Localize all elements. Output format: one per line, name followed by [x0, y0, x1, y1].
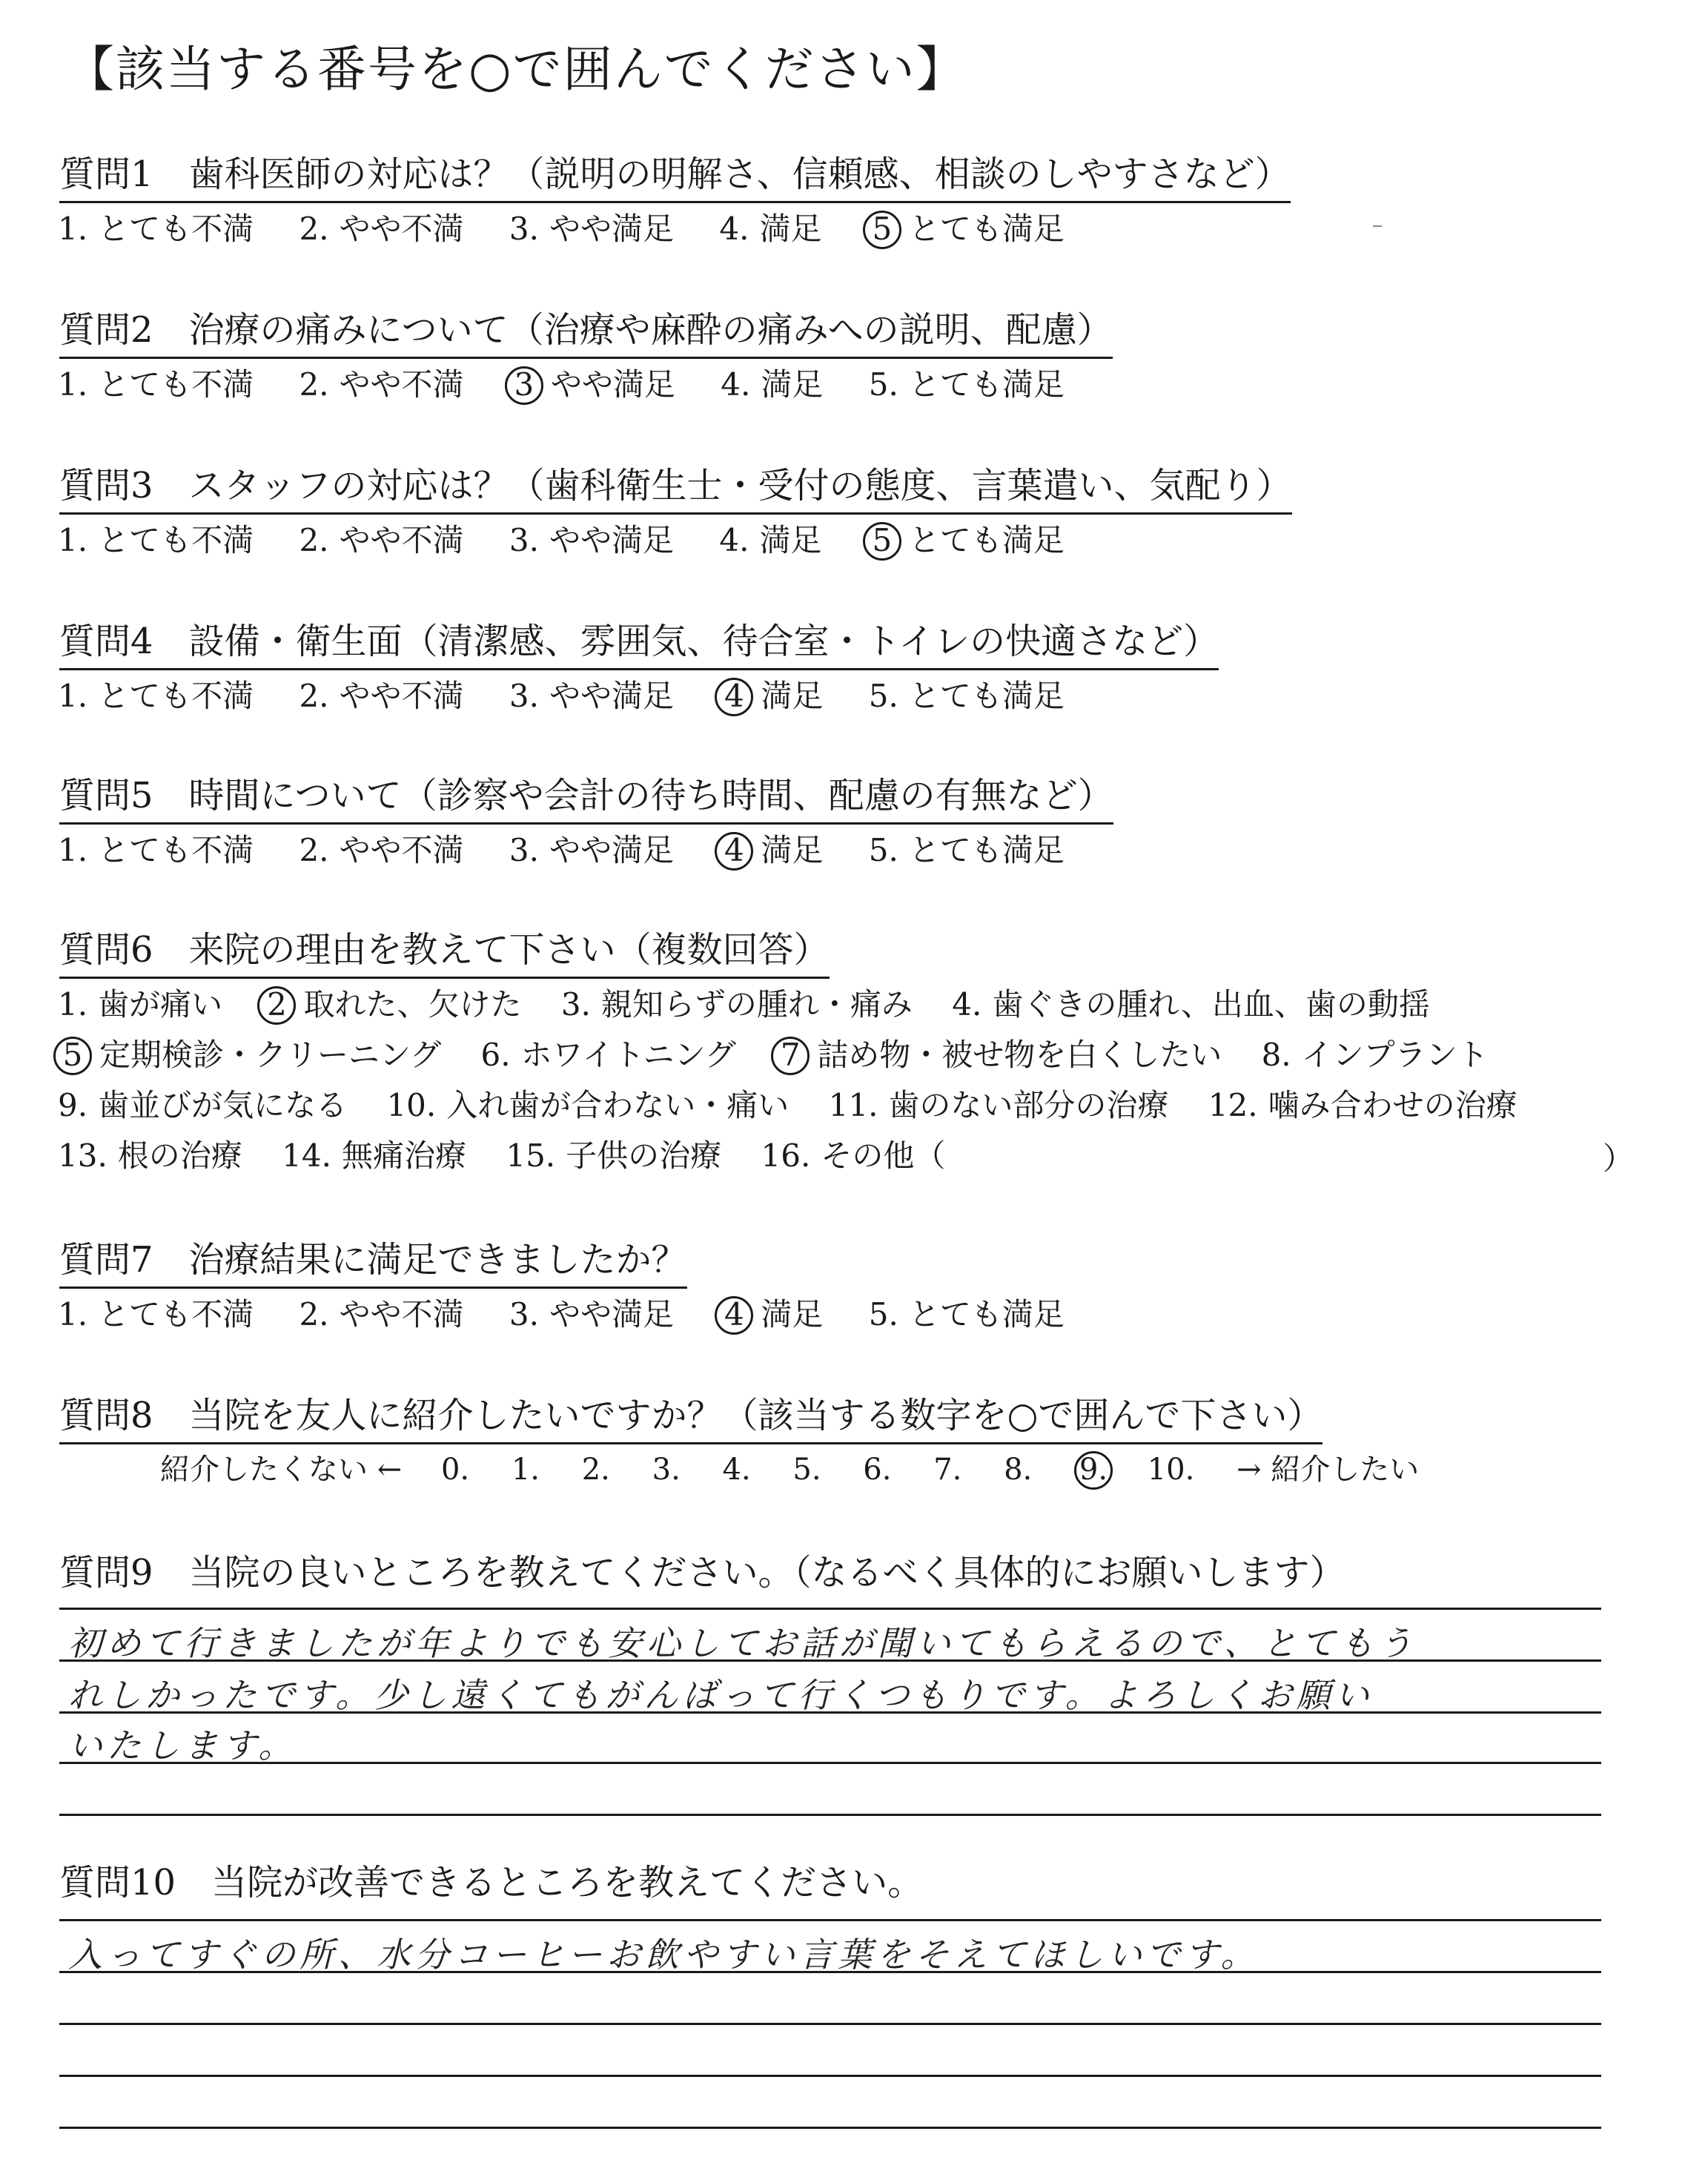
q8-tick-1[interactable]: 1.	[511, 1453, 540, 1487]
q10-answer-line-1	[59, 1919, 1601, 1921]
question-6-title: 質問6 来院の理由を教えて下さい（複数回答）	[59, 921, 830, 979]
question-2-options	[58, 360, 1100, 405]
stray-mark	[1373, 225, 1382, 227]
q8-left-label: 紹介したくない ←	[160, 1453, 403, 1487]
q6-row-4	[58, 1132, 1547, 1182]
q1-option-3[interactable]: 3. やや満足	[509, 211, 674, 247]
q4-option-2[interactable]: 2. やや不満	[299, 678, 464, 714]
q8-tick-5[interactable]: 5.	[792, 1453, 821, 1487]
q6-option-6[interactable]: 6. ホワイトニング	[480, 1037, 736, 1073]
page-heading: 【該当する番号を○で囲んでください】	[65, 41, 967, 98]
q8-tick-0[interactable]: 0.	[440, 1453, 470, 1487]
q6-option-11[interactable]: 11. 歯のない部分の治療	[828, 1087, 1169, 1123]
q1-option-1[interactable]: 1. とても不満	[58, 211, 254, 247]
q6-option-2-selected[interactable]: 2 取れた、欠けた	[262, 980, 521, 1025]
q9-answer-line-3	[59, 1711, 1601, 1714]
q5-option-3[interactable]: 3. やや満足	[509, 832, 674, 868]
q2-option-4[interactable]: 4. 満足	[721, 366, 824, 403]
q5-option-1[interactable]: 1. とても不満	[58, 832, 254, 868]
q8-tick-10[interactable]: 10.	[1147, 1453, 1195, 1487]
q3-option-1[interactable]: 1. とても不満	[58, 522, 254, 558]
question-3-title: 質問3 スタッフの対応は？（歯科衛生士・受付の態度、言葉遣い、気配り）	[59, 457, 1292, 515]
q5-option-2[interactable]: 2. やや不満	[299, 832, 464, 868]
q5-option-4-selected[interactable]: 4 満足	[719, 826, 823, 871]
q3-option-3[interactable]: 3. やや満足	[509, 522, 674, 558]
q4-option-1[interactable]: 1. とても不満	[58, 678, 254, 714]
q7-option-3[interactable]: 3. やや満足	[509, 1296, 674, 1332]
question-9-title: 質問9 当院の良いところを教えてください。（なるべく具体的にお願いします）	[59, 1552, 1345, 1593]
q6-option-12[interactable]: 12. 噛み合わせの治療	[1208, 1087, 1517, 1123]
q5-option-5[interactable]: 5. とても満足	[868, 832, 1065, 868]
q9-answer-text-1[interactable]: 初めて行きましたが年よりでも安心してお話が聞いてもらえるので、とてもう	[68, 1623, 1417, 1663]
q8-scale	[160, 1446, 1419, 1490]
q6-row-1	[58, 980, 1547, 1031]
question-7-options	[58, 1290, 1100, 1335]
q6-option-14[interactable]: 14. 無痛治療	[282, 1137, 466, 1174]
q6-option-1[interactable]: 1. 歯が痛い	[58, 986, 223, 1023]
question-3-options	[58, 516, 1100, 561]
q7-option-2[interactable]: 2. やや不満	[299, 1296, 464, 1332]
q7-option-5[interactable]: 5. とても満足	[868, 1296, 1065, 1332]
q8-right-label: → 紹介したい	[1237, 1453, 1420, 1487]
q6-option-7-selected[interactable]: 7 詰め物・被せ物を白くしたい	[775, 1031, 1222, 1075]
q6-option-5-selected[interactable]: 5 定期検診・クリーニング	[58, 1031, 441, 1075]
q3-option-5-selected[interactable]: 5 とても満足	[867, 516, 1065, 561]
question-6-options	[58, 980, 1547, 1182]
q4-option-3[interactable]: 3. やや満足	[509, 678, 674, 714]
q2-option-5[interactable]: 5. とても満足	[868, 366, 1065, 403]
question-4-options	[58, 672, 1100, 716]
question-1-options	[58, 205, 1100, 249]
question-1-title: 質問1 歯科医師の対応は？（説明の明解さ、信頼感、相談のしやすさなど）	[59, 145, 1291, 203]
q8-tick-2[interactable]: 2.	[581, 1453, 610, 1487]
q8-tick-4[interactable]: 4.	[722, 1453, 751, 1487]
q10-answer-line-3	[59, 2023, 1601, 2025]
q9-answer-line-2	[59, 1659, 1601, 1662]
question-8-title: 質問8 当院を友人に紹介したいですか？（該当する数字を○で囲んで下さい）	[59, 1387, 1323, 1444]
q2-option-1[interactable]: 1. とても不満	[58, 366, 254, 403]
q4-option-4-selected[interactable]: 4 満足	[719, 672, 823, 716]
q6-option-3[interactable]: 3. 親知らずの腫れ・痛み	[560, 986, 913, 1023]
q6-option-13[interactable]: 13. 根の治療	[58, 1137, 242, 1174]
q9-answer-line-5	[59, 1814, 1601, 1816]
q10-answer-line-2	[59, 1971, 1601, 1973]
q8-tick-6[interactable]: 6.	[863, 1453, 892, 1487]
q10-answer-line-4	[59, 2075, 1601, 2077]
q10-answer-text-1[interactable]: 入ってすぐの所、水分コーヒーお飲やすい言葉をそえてほしいです。	[68, 1935, 1260, 1975]
q9-answer-text-2[interactable]: れしかったです。少し遠くてもがんばって行くつもりです。よろしくお願い	[68, 1675, 1374, 1715]
q6-option-15[interactable]: 15. 子供の治療	[506, 1137, 722, 1174]
q8-tick-8[interactable]: 8.	[1004, 1453, 1033, 1487]
q1-option-4[interactable]: 4. 満足	[719, 211, 822, 247]
q8-tick-3[interactable]: 3.	[652, 1453, 681, 1487]
q8-tick-9-selected[interactable]: 9.	[1074, 1451, 1113, 1490]
question-5-title: 質問5 時間について（診察や会計の待ち時間、配慮の有無など）	[59, 767, 1113, 825]
q2-option-3-selected[interactable]: 3 やや満足	[509, 360, 675, 405]
q8-tick-7[interactable]: 7.	[933, 1453, 962, 1487]
q6-option-9[interactable]: 9. 歯並びが気になる	[58, 1087, 348, 1123]
q6-option-8[interactable]: 8. インプラント	[1261, 1037, 1489, 1073]
q10-answer-line-5	[59, 2127, 1601, 2129]
q4-option-5[interactable]: 5. とても満足	[868, 678, 1065, 714]
q6-option-4[interactable]: 4. 歯ぐきの腫れ、出血、歯の動揺	[952, 986, 1430, 1023]
q7-option-1[interactable]: 1. とても不満	[58, 1296, 254, 1332]
q6-option-16[interactable]: 16. その他（	[761, 1137, 946, 1174]
question-7-title: 質問7 治療結果に満足できましたか？	[59, 1231, 687, 1289]
question-2-title: 質問2 治療の痛みについて（治療や麻酔の痛みへの説明、配慮）	[59, 301, 1113, 359]
q6-option-10[interactable]: 10. 入れ歯が合わない・痛い	[386, 1087, 790, 1123]
q6-row-2	[58, 1031, 1547, 1081]
q9-answer-line-1	[59, 1608, 1601, 1610]
q1-option-5-selected[interactable]: 5 とても満足	[867, 205, 1065, 249]
q6-other-close-paren: ）	[1603, 1140, 1635, 1177]
q7-option-4-selected[interactable]: 4 満足	[719, 1290, 823, 1335]
q3-option-4[interactable]: 4. 満足	[719, 522, 822, 558]
q6-row-3	[58, 1081, 1547, 1132]
q2-option-2[interactable]: 2. やや不満	[299, 366, 464, 403]
q9-answer-text-3[interactable]: いたします。	[68, 1725, 297, 1766]
q1-option-2[interactable]: 2. やや不満	[299, 211, 464, 247]
question-10-title: 質問10 当院が改善できるところを教えてください。	[59, 1862, 924, 1903]
q9-answer-line-4	[59, 1762, 1601, 1764]
question-4-title: 質問4 設備・衛生面（清潔感、雰囲気、待合室・トイレの快適さなど）	[59, 612, 1219, 670]
question-5-options	[58, 826, 1100, 871]
q3-option-2[interactable]: 2. やや不満	[299, 522, 464, 558]
